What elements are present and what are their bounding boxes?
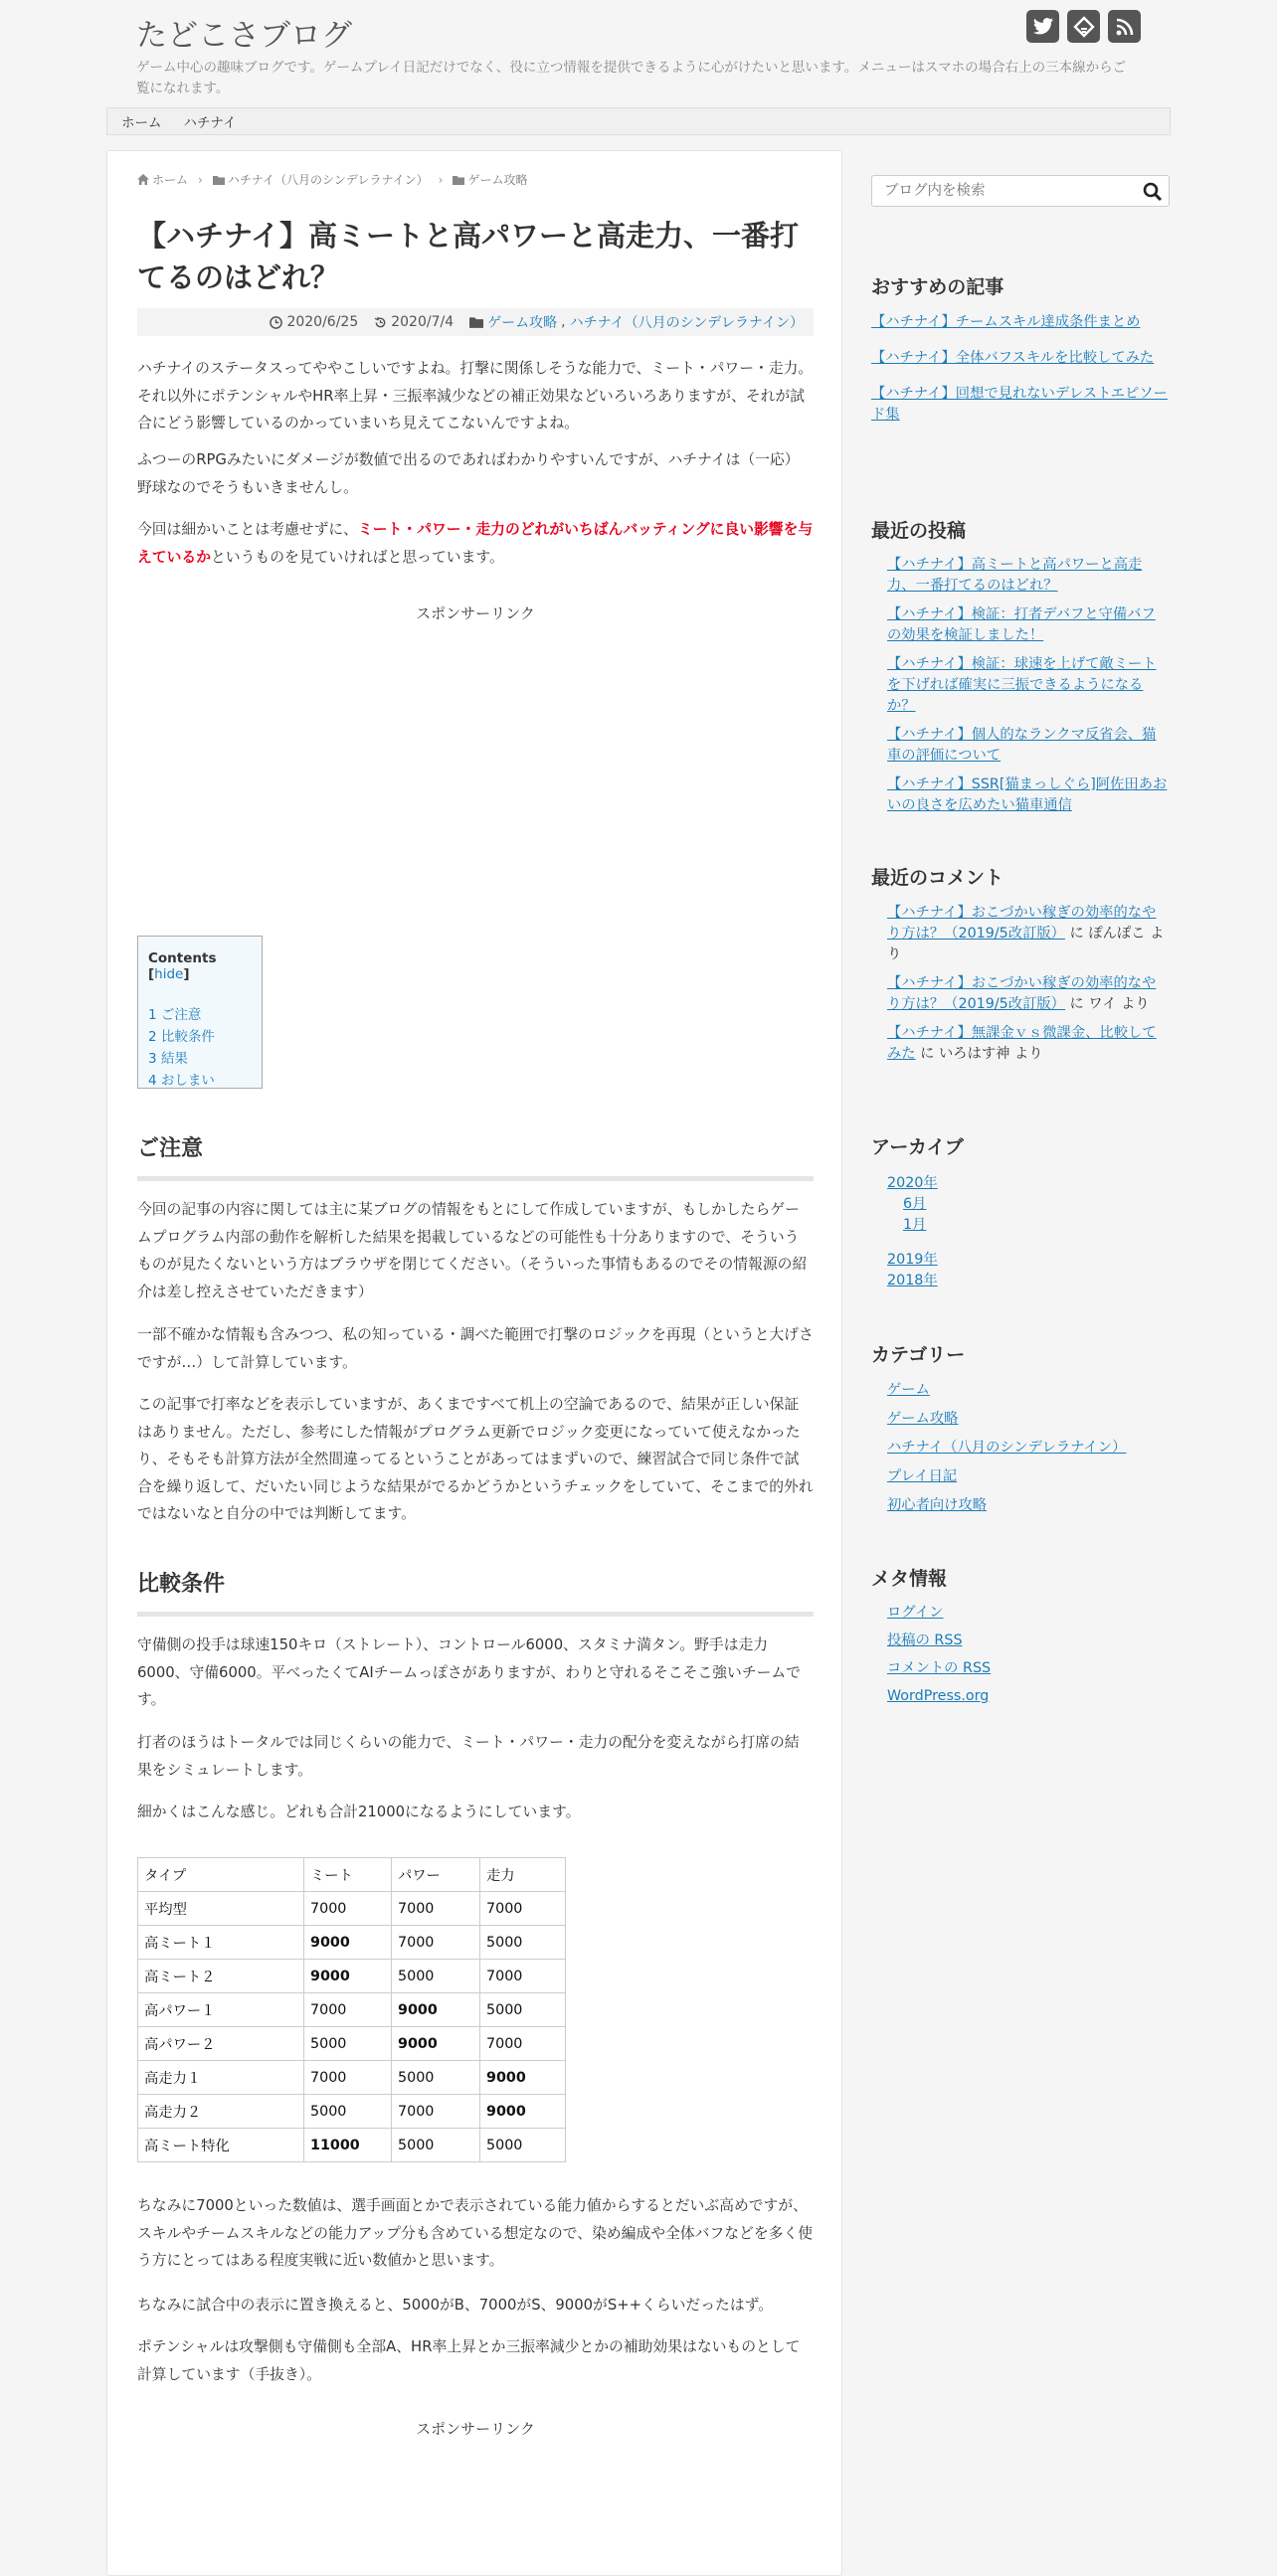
table-cell: 7000 — [480, 1892, 566, 1926]
home-icon — [137, 174, 149, 185]
conditions-text-2: 打者のほうはトータルでは同じくらいの能力で、ミート・パワー・走力の配分を変えながら打席の結果をシミュレートします。 — [137, 1734, 800, 1779]
conditions-paragraph-5 — [137, 2292, 814, 2319]
updated-date — [374, 314, 454, 330]
table-cell: 9000 — [392, 1993, 480, 2027]
recommended-list — [871, 312, 1170, 440]
table-cell: 11000 — [304, 2129, 392, 2162]
table-cell: 高ミート１ — [138, 1926, 304, 1960]
notice-paragraph-1 — [137, 1196, 814, 1305]
table-cell: 5000 — [392, 2129, 480, 2162]
updated-date-text: 2020/7/4 — [391, 314, 455, 330]
history-icon — [374, 316, 387, 329]
comment-author: に ワイ より — [1064, 996, 1150, 1012]
nav-item-hachinai[interactable]: ハチナイ — [183, 115, 237, 131]
published-date — [270, 314, 358, 330]
conditions-paragraph-4 — [137, 2192, 814, 2275]
table-header-cell: ミート — [304, 1858, 392, 1892]
article-title: 【ハチナイ】高ミートと高パワーと高走力、一番打てるのはどれ？ — [137, 219, 799, 294]
folder-icon — [213, 175, 225, 185]
breadcrumb-game-guide[interactable] — [453, 171, 527, 188]
conditions-text-4: ちなみに7000といった数値は、選手画面とかで表示されている能力値からするとだいぶ高めですが、スキルやチームスキルなどの能力アップ分も含めている想定なので、染め編成や全体バフなどを多く使う方にとってはある程度実戦に近い数値かと思います。 — [137, 2197, 814, 2269]
notice-text-3: この記事で打率などを表示していますが、あくまですべて机上の空論であるので、結果が正しい保証はありません。ただし、参考にした情報がプログラム更新でロジック変更になっていて使えなかったり、そもそも計算方法が全然間違ってるということがあってはまずいので、練習試合で同じ条件で試合を繰り返して、だいたい同じような結果がでるかどうかというチェックをしていて、そこまで的外れではないなと自分の中では判断してます。 — [137, 1396, 814, 1522]
table-cell: 5000 — [304, 2095, 392, 2129]
heading-conditions: 比較条件 — [137, 1567, 814, 1617]
meta-link-login[interactable]: ログイン — [887, 1605, 944, 1621]
clock-icon — [270, 316, 282, 329]
table-cell: 7000 — [480, 1960, 566, 1993]
site-title[interactable]: たどこさブログ — [136, 18, 352, 54]
table-cell: 9000 — [304, 1960, 392, 1993]
category-link[interactable]: ハチナイ（八月のシンデレラナイン） — [887, 1440, 1127, 1456]
comment-post-link[interactable]: 【ハチナイ】おこづかい稼ぎの効率的なやり方は？（2019/5改訂版） — [887, 905, 1157, 942]
table-of-contents — [137, 936, 263, 1089]
notice-paragraph-3 — [137, 1391, 814, 1528]
table-row — [138, 2095, 566, 2129]
table-cell: 7000 — [392, 1892, 480, 1926]
archive-year-link[interactable]: 2019年 — [887, 1252, 938, 1268]
toc-title: Contents [hide] — [148, 950, 217, 982]
heading-notice: ご注意 — [137, 1131, 814, 1181]
category-link-hachinai[interactable]: ハチナイ（八月のシンデレラナイン） — [569, 315, 804, 331]
table-cell: 7000 — [392, 2095, 480, 2129]
conditions-paragraph-1 — [137, 1631, 814, 1714]
rss-icon[interactable] — [1108, 10, 1141, 43]
sponsor-label: スポンサーリンク — [416, 604, 535, 622]
conditions-text-5: ちなみに試合中の表示に置き換えると、5000がB、7000がS、9000がS++くらいだったはず。 — [137, 2297, 774, 2314]
site-header — [0, 0, 1277, 107]
archive-year-link[interactable]: 2018年 — [887, 1273, 938, 1288]
table-row — [138, 2129, 566, 2162]
table-header-cell: 走力 — [480, 1858, 566, 1892]
archive-list — [887, 1173, 1170, 1291]
breadcrumb-hachinai-label: ハチナイ（八月のシンデレラナイン） — [227, 173, 429, 187]
intro-paragraph-1 — [137, 355, 814, 437]
category-link-game-guide[interactable]: ゲーム攻略 — [487, 315, 558, 331]
breadcrumb-home[interactable] — [137, 171, 188, 188]
archive-month-link[interactable]: 6月 — [903, 1196, 927, 1212]
recent-comments-list — [887, 903, 1170, 1073]
comment-author: に ぽんぽこ より — [887, 926, 1165, 962]
site-description: ゲーム中心の趣味ブログです。ゲームプレイ日記だけでなく、役に立つ情報を提供できるように心がけたいと思います。メニューはスマホの場合右上の三本線からご覧になれます。 — [136, 60, 1127, 96]
widget-title-archive: アーカイブ — [871, 1136, 964, 1158]
meta-link-comments-rss[interactable]: コメントの RSS — [887, 1660, 992, 1676]
table-cell: 高ミート２ — [138, 1960, 304, 1993]
comment-post-link[interactable]: 【ハチナイ】おこづかい稼ぎの効率的なやり方は？（2019/5改訂版） — [887, 975, 1157, 1012]
widget-title-recent-posts: 最近の投稿 — [871, 520, 967, 542]
table-cell: 7000 — [392, 1926, 480, 1960]
conditions-text-6: ポテンシャルは攻撃側も守備側も全部A、HR率上昇とか三振率減少とかの補助効果はないものとして計算しています（手抜き）。 — [137, 2338, 801, 2383]
recent-posts-list — [887, 555, 1170, 824]
search-icon[interactable] — [1143, 182, 1163, 202]
twitter-icon[interactable] — [1026, 10, 1059, 43]
recent-post-link[interactable]: 【ハチナイ】個人的なランクマ反省会、猫車の評価について — [887, 727, 1157, 764]
recent-post-link[interactable]: 【ハチナイ】高ミートと高パワーと高走力、一番打てるのはどれ？ — [887, 557, 1143, 594]
toc-title-text: Contents — [148, 950, 217, 966]
toc-item[interactable]: 3 結果 — [148, 1051, 188, 1067]
breadcrumb-home-label: ホーム — [152, 173, 189, 187]
category-link[interactable]: ゲーム — [887, 1382, 930, 1398]
widget-title-recommended: おすすめの記事 — [871, 276, 1004, 298]
intro-text-1: ハチナイのステータスってややこしいですよね。打撃に関係しそうな能力で、ミート・パワー・走力。それ以外にポテンシャルやHR率上昇・三振率減少などの補正効果などいろいろありますが、それが試合にどう影響しているのかっていまいち見えてこないんですよね。 — [137, 360, 814, 431]
table-cell: 7000 — [304, 1993, 392, 2027]
table-cell: 高走力２ — [138, 2095, 304, 2129]
intro-text-2: ふつーのRPGみたいにダメージが数値で出るのであればわかりやすいんですが、ハチナイは（一応）野球なのでそうもいきませんし。 — [137, 451, 800, 496]
table-cell: 7000 — [480, 2027, 566, 2061]
table-cell: 5000 — [480, 1926, 566, 1960]
conditions-text-1: 守備側の投手は球速150キロ（ストレート）、コントロール6000、スタミナ満タン。野手は走力6000、守備6000。平べったくてAIチームっぽさがありますが、わりと守れるそこそこ強いチームです。 — [137, 1636, 802, 1708]
comment-item — [887, 973, 1170, 1015]
archive-month-link[interactable]: 1月 — [903, 1217, 927, 1233]
table-cell: 高走力１ — [138, 2061, 304, 2095]
search-input[interactable] — [872, 176, 1131, 206]
folder-icon — [469, 316, 483, 328]
chevron-right-icon: › — [198, 172, 203, 187]
table-cell: 9000 — [304, 1926, 392, 1960]
recommended-link[interactable]: 【ハチナイ】回想で見れないデレストエピソード集 — [871, 386, 1168, 423]
toc-item[interactable]: 1 ご注意 — [148, 1007, 202, 1023]
table-cell: 5000 — [480, 1993, 566, 2027]
comment-post-link[interactable]: 【ハチナイ】無課金ｖｓ微課金、比較してみた — [887, 1025, 1157, 1062]
intro-paragraph-2 — [137, 446, 814, 501]
table-row — [138, 1993, 566, 2027]
meta-list — [887, 1603, 1170, 1714]
table-header-cell: パワー — [392, 1858, 480, 1892]
breadcrumb-game-guide-label: ゲーム攻略 — [467, 173, 528, 187]
conditions-paragraph-3 — [137, 1799, 814, 1826]
comment-item — [887, 1023, 1170, 1065]
post-meta — [137, 308, 814, 336]
category-link[interactable]: プレイ日記 — [887, 1468, 958, 1484]
table-cell: 7000 — [304, 2061, 392, 2095]
table-cell: 高パワー１ — [138, 1993, 304, 2027]
table-row — [138, 1960, 566, 1993]
table-cell: 平均型 — [138, 1892, 304, 1926]
breadcrumb-hachinai[interactable] — [213, 171, 429, 188]
intro-paragraph-3 — [137, 516, 814, 571]
conditions-text-3: 細かくはこんな感じ。どれも合計21000になるようにしています。 — [137, 1803, 581, 1820]
search-box — [871, 175, 1170, 207]
intro-text-3 — [137, 516, 814, 571]
notice-text-1: 今回の記事の内容に関しては主に某ブログの情報をもとにして作成していますが、もしかしたらゲームプログラム内部の動作を解析した結果を掲載しているなどの可能性も十分ありますので、そういうものが見たくないという方はブラウザを閉じてください。（そういった事情もあるのでその情報源の紹介は差し控えさせていただきます） — [137, 1201, 808, 1300]
table-cell: 7000 — [304, 1892, 392, 1926]
table-cell: 9000 — [480, 2061, 566, 2095]
recent-post-link[interactable]: 【ハチナイ】検証：球速を上げて敵ミートを下げれば確実に三振できるようになるか？ — [887, 656, 1157, 714]
chevron-right-icon: › — [438, 172, 444, 187]
notice-text-2: 一部不確かな情報も含みつつ、私の知っている・調べた範囲で打撃のロジックを再現（というと大げさですが…）して計算しています。 — [137, 1326, 814, 1371]
toc-item[interactable]: 2 比較条件 — [148, 1029, 215, 1045]
intro-text-3a: 今回は細かいことは考慮せずに、 — [137, 521, 358, 538]
table-cell: 高ミート特化 — [138, 2129, 304, 2162]
table-cell: 9000 — [480, 2095, 566, 2129]
table-cell: 5000 — [304, 2027, 392, 2061]
table-header-row — [138, 1858, 566, 1892]
category-separator: , — [561, 314, 566, 330]
recommended-link[interactable]: 【ハチナイ】全体バフスキルを比較してみた — [871, 350, 1155, 366]
meta-link-posts-rss[interactable]: 投稿の RSS — [887, 1632, 963, 1648]
recent-post-link[interactable]: 【ハチナイ】検証：打者デバフと守備バフの効果を検証しました！ — [887, 606, 1156, 643]
table-row — [138, 2061, 566, 2095]
table-cell: 高パワー２ — [138, 2027, 304, 2061]
breadcrumb — [137, 171, 527, 188]
table-row — [138, 1926, 566, 1960]
stats-table — [137, 1857, 566, 2162]
comment-author: に いろはす神 より — [915, 1046, 1043, 1062]
table-cell: 9000 — [392, 2027, 480, 2061]
intro-text-3b: というものを見ていければと思っています。 — [211, 548, 504, 566]
widget-title-categories: カテゴリー — [871, 1344, 966, 1366]
table-header-cell: タイプ — [138, 1858, 304, 1892]
conditions-paragraph-2 — [137, 1729, 814, 1784]
meta-link-wordpress[interactable]: WordPress.org — [887, 1688, 990, 1704]
recent-post-link[interactable]: 【ハチナイ】SSR[猫まっしぐら]阿佐田あおいの良さを広めたい猫車通信 — [887, 776, 1168, 813]
sponsor-label: スポンサーリンク — [416, 2420, 535, 2438]
table-cell: 5000 — [392, 1960, 480, 1993]
recommended-link[interactable]: 【ハチナイ】チームスキル達成条件まとめ — [871, 314, 1141, 330]
conditions-paragraph-6 — [137, 2333, 814, 2388]
widget-title-recent-comments: 最近のコメント — [871, 867, 1004, 889]
article-container — [106, 150, 842, 2576]
table-row — [138, 1892, 566, 1926]
comment-item — [887, 903, 1170, 965]
notice-paragraph-2 — [137, 1321, 814, 1376]
toc-hide-link[interactable]: hide — [154, 966, 184, 982]
highlight-text: ミート・パワー・走力のどれがいちばんバッティングに良い影響を与えているか — [137, 521, 814, 566]
archive-year-link[interactable]: 2020年 — [887, 1175, 938, 1191]
social-links — [1026, 10, 1141, 43]
main-nav — [106, 107, 1171, 135]
table-cell: 5000 — [480, 2129, 566, 2162]
category-link[interactable]: 初心者向け攻略 — [887, 1497, 988, 1513]
toc-item[interactable]: 4 おしまい — [148, 1073, 215, 1089]
published-date-text: 2020/6/25 — [286, 314, 359, 330]
nav-item-home[interactable]: ホーム — [121, 115, 162, 131]
table-row — [138, 2027, 566, 2061]
category-link[interactable]: ゲーム攻略 — [887, 1411, 959, 1427]
feedly-icon[interactable] — [1067, 10, 1100, 43]
widget-title-meta: メタ情報 — [871, 1568, 948, 1590]
folder-icon — [453, 175, 464, 185]
category-list — [887, 1380, 1170, 1524]
post-categories — [469, 312, 804, 332]
table-cell: 5000 — [392, 2061, 480, 2095]
